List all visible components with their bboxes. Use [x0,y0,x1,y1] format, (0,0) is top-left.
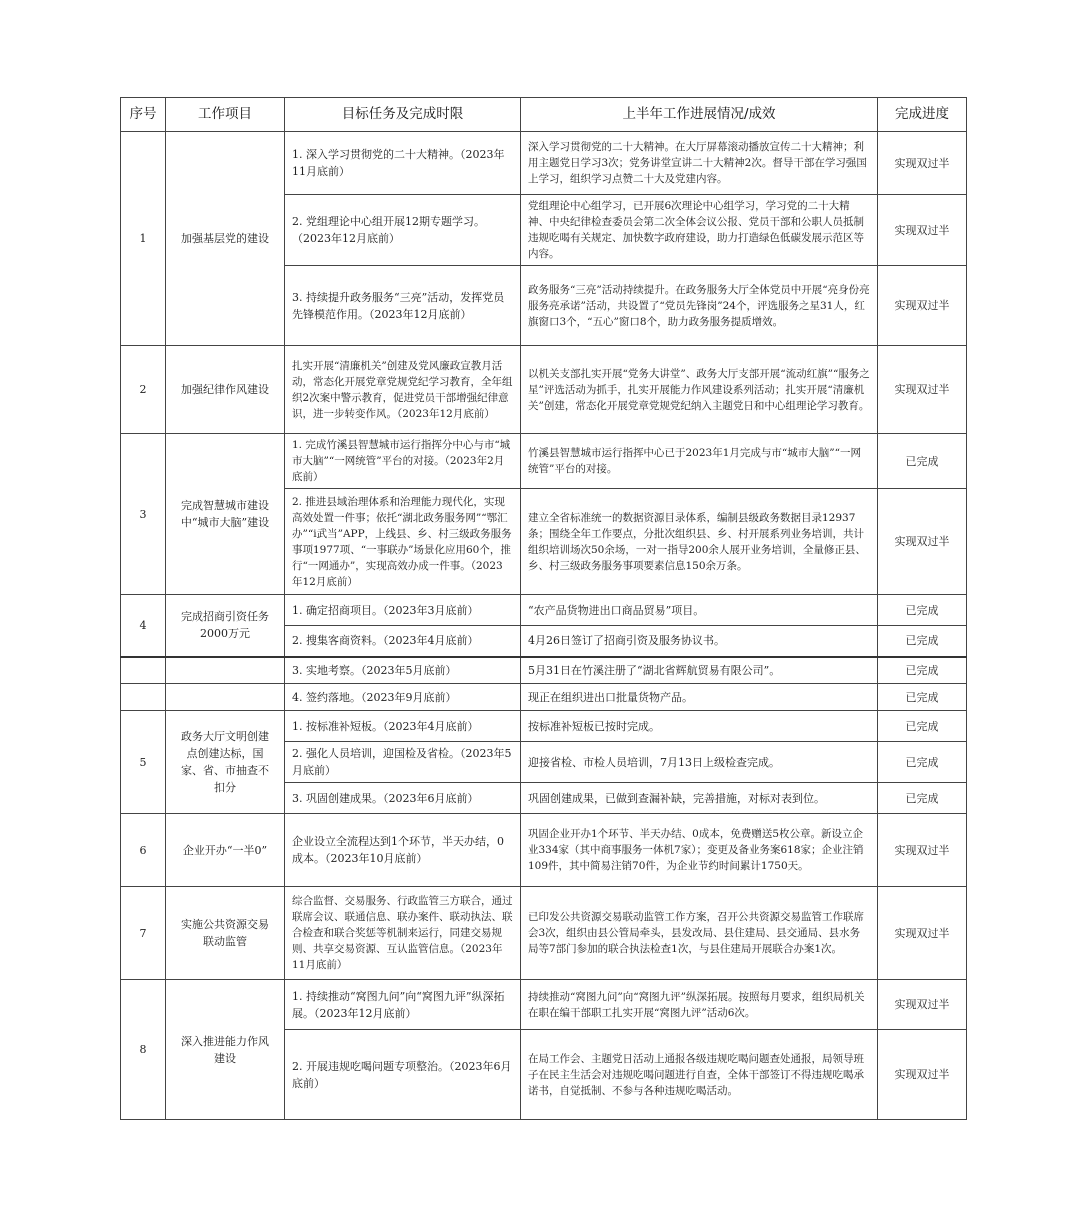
work-item-cell: 加强基层党的建设 [166,132,285,346]
progress-cell: 深入学习贯彻党的二十大精神。在大厅屏幕滚动播放宣传二十大精神；利用主题党日学习3次；党务讲堂宣讲二十大精神2次。督导干部在学习强国上学习，组织学习点赞二十大及党建内容。 [521,132,878,195]
status-cell: 已完成 [878,657,967,684]
status-cell: 已完成 [878,711,967,742]
progress-cell: 迎接省检、市检人员培训，7月13日上级检查完成。 [521,742,878,783]
header-row [121,98,967,132]
table-row [121,684,967,711]
table-row [121,595,967,626]
serial-cell [121,684,166,711]
progress-cell: 以机关支部扎实开展“党务大讲堂”、政务大厅支部开展“流动红旗”“服务之星”评选活动为抓手，扎实开展能力作风建设系列活动；扎实开展“清廉机关”创建，常态化开展党章党规党纪纳入主题党日和中心组理论学习教育。 [521,346,878,434]
serial-cell: 7 [121,887,166,980]
task-cell: 扎实开展“清廉机关”创建及党风廉政宣教月活动，常态化开展党章党规党纪学习教育，全年组织2次案中警示教育，促进党员干部增强纪律意识，进一步转变作风。（2023年12月底前） [285,346,521,434]
work-item-cell: 实施公共资源交易联动监管 [166,887,285,980]
task-cell: 2. 强化人员培训，迎国检及省检。（2023年5月底前） [285,742,521,783]
task-cell: 1. 完成竹溪县智慧城市运行指挥分中心与市“城市大脑”“一网统管”平台的对接。（2023年2月底前） [285,434,521,489]
task-cell: 4. 签约落地。（2023年9月底前） [285,684,521,711]
serial-cell: 1 [121,132,166,346]
serial-cell: 6 [121,814,166,887]
work-item-cell: 深入推进能力作风建设 [166,980,285,1120]
task-cell: 3. 实地考察。（2023年5月底前） [285,657,521,684]
task-cell: 企业设立全流程达到1个环节，半天办结，0成本。（2023年10月底前） [285,814,521,887]
status-cell: 实现双过半 [878,980,967,1030]
serial-cell: 5 [121,711,166,814]
task-cell: 2. 搜集客商资料。（2023年4月底前） [285,626,521,657]
table-row [121,434,967,489]
status-cell: 实现双过半 [878,1030,967,1120]
header-serial: 序号 [121,98,166,132]
progress-cell: 巩固企业开办1个环节、半天办结、0成本，免费赠送5枚公章。新设立企业334家（其中商事服务一体机7家）；变更及备业务案618家；企业注销109件，其中简易注销70件，为企业节约时间累计1750天。 [521,814,878,887]
work-item-cell: 政务大厅文明创建点创建达标，国家、省、市抽查不扣分 [166,711,285,814]
table-row [121,814,967,887]
status-cell: 已完成 [878,742,967,783]
progress-cell: 巩固创建成果，已做到查漏补缺，完善措施，对标对表到位。 [521,783,878,814]
work-item-cell: 完成智慧城市建设中“城市大脑”建设 [166,434,285,595]
status-cell: 实现双过半 [878,195,967,266]
serial-cell [121,657,166,684]
status-cell: 已完成 [878,434,967,489]
progress-cell: 在局工作会、主题党日活动上通报各级违规吃喝问题查处通报，局领导班子在民主生活会对违规吃喝问题进行自查，全体干部签订不得违规吃喝承诺书，自觉抵制、不参与各种违规吃喝活动。 [521,1030,878,1120]
progress-cell: 5月31日在竹溪注册了“湖北省辉航贸易有限公司”。 [521,657,878,684]
status-cell: 实现双过半 [878,489,967,595]
work-progress-table [120,97,967,1120]
table-row [121,711,967,742]
status-cell: 已完成 [878,783,967,814]
work-item-cell: 加强纪律作风建设 [166,346,285,434]
table-row [121,980,967,1030]
progress-cell: 持续推动“窝图九问”向“窝图九评”纵深拓展。按照每月要求，组织局机关在职在编干部职工扎实开展“窝图九评”活动6次。 [521,980,878,1030]
task-cell: 2. 党组理论中心组开展12期专题学习。（2023年12月底前） [285,195,521,266]
header-progress: 上半年工作进展情况/成效 [521,98,878,132]
status-cell: 实现双过半 [878,887,967,980]
header-status: 完成进度 [878,98,967,132]
header-work-item: 工作项目 [166,98,285,132]
serial-cell: 8 [121,980,166,1120]
task-cell: 1. 按标准补短板。（2023年4月底前） [285,711,521,742]
task-cell: 1. 确定招商项目。（2023年3月底前） [285,595,521,626]
status-cell: 实现双过半 [878,132,967,195]
task-cell: 1. 深入学习贯彻党的二十大精神。（2023年11月底前） [285,132,521,195]
status-cell: 实现双过半 [878,266,967,346]
work-item-cell: 企业开办“一半0” [166,814,285,887]
table-row [121,887,967,980]
progress-cell: 党组理论中心组学习，已开展6次理论中心组学习，学习党的二十大精神、中央纪律检查委员会第二次全体会议公报、党员干部和公职人员抵制违规吃喝有关规定、加快数字政府建设，助力打造绿色低碳发展示范区等内容。 [521,195,878,266]
task-cell: 3. 巩固创建成果。（2023年6月底前） [285,783,521,814]
table-row [121,132,967,195]
status-cell: 已完成 [878,626,967,657]
status-cell: 已完成 [878,595,967,626]
progress-cell: “农产品货物进出口商品贸易”项目。 [521,595,878,626]
progress-cell: 政务服务“三亮”活动持续提升。在政务服务大厅全体党员中开展“亮身份亮服务亮承诺”活动，共设置了“党员先锋岗”24个，评选服务之星31人，红旗窗口3个，“五心”窗口8个，助力政务服务提质增效。 [521,266,878,346]
status-cell: 实现双过半 [878,814,967,887]
serial-cell: 3 [121,434,166,595]
work-item-cell [166,684,285,711]
status-cell: 实现双过半 [878,346,967,434]
work-item-cell [166,657,285,684]
header-target-task: 目标任务及完成时限 [285,98,521,132]
work-item-cell: 完成招商引资任务2000万元 [166,595,285,657]
status-cell: 已完成 [878,684,967,711]
progress-cell: 现正在组织进出口批量货物产品。 [521,684,878,711]
serial-cell: 2 [121,346,166,434]
progress-cell: 已印发公共资源交易联动监管工作方案，召开公共资源交易监管工作联席会3次，组织由县公管局牵头，县发改局、县住建局、县交通局、县水务局等7部门参加的联合执法检查1次，与县住建局开展联合办案1次。 [521,887,878,980]
task-cell: 2. 开展违规吃喝问题专项整治。（2023年6月底前） [285,1030,521,1120]
table-row [121,657,967,684]
progress-cell: 建立全省标准统一的数据资源目录体系，编制县级政务数据目录12937条；围绕全年工作要点，分批次组织县、乡、村开展系列业务培训，共计组织培训场次50余场，一对一指导200余人展开业务培训，全量修正县、乡、村三级政务服务事项要素信息150余万条。 [521,489,878,595]
progress-cell: 按标准补短板已按时完成。 [521,711,878,742]
task-cell: 2. 推进县域治理体系和治理能力现代化，实现高效处置一件事；依托“湖北政务服务网”“鄂汇办”“i武当”APP，上线县、乡、村三级政务服务事项1977项、“一事联办”场景化应用60个，推行“一网通办”，实现高效办成一件事。（2023年12月底前） [285,489,521,595]
serial-cell: 4 [121,595,166,657]
progress-cell: 竹溪县智慧城市运行指挥中心已于2023年1月完成与市“城市大脑”“一网统管”平台的对接。 [521,434,878,489]
task-cell: 1. 持续推动“窝图九问”向“窝图九评”纵深拓展。（2023年12月底前） [285,980,521,1030]
task-cell: 3. 持续提升政务服务“三亮”活动，发挥党员先锋模范作用。（2023年12月底前） [285,266,521,346]
table-row [121,346,967,434]
progress-cell: 4月26日签订了招商引资及服务协议书。 [521,626,878,657]
task-cell: 综合监督、交易服务、行政监管三方联合，通过联席会议、联通信息、联办案件、联动执法、联合检查和联合奖惩等机制来运行，同建交易规则、共享交易资源、互认监管信息。（2023年11月底前） [285,887,521,980]
